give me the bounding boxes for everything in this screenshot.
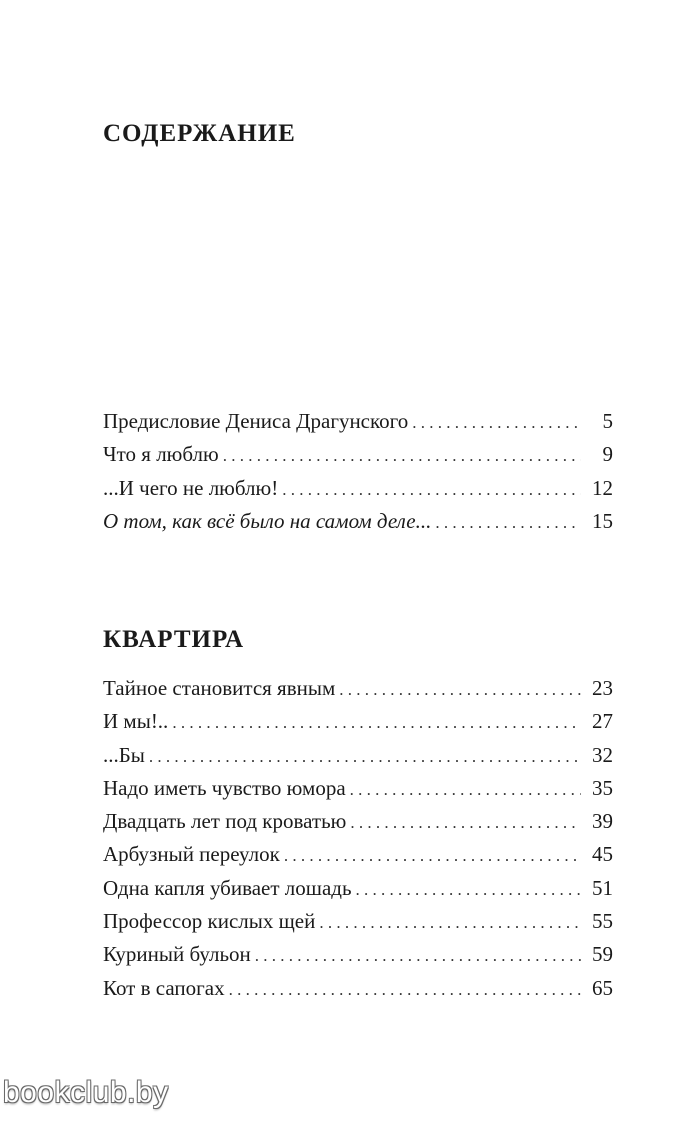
toc-entry-title: Профессор кислых щей — [103, 909, 316, 934]
toc-entry — [103, 705, 613, 738]
toc-entry — [103, 405, 613, 438]
toc-entry-page-number: 27 — [592, 709, 613, 734]
section-heading: КВАРТИРА — [103, 625, 245, 653]
toc-entry-page-number: 9 — [602, 442, 613, 467]
dot-leader — [435, 506, 581, 538]
dot-leader — [172, 706, 581, 738]
toc-entry-page-number: 35 — [592, 775, 613, 800]
toc-entry — [103, 972, 613, 1005]
dot-leader — [255, 939, 581, 971]
dot-leader — [284, 839, 581, 871]
toc-entry-page-number: 59 — [592, 942, 613, 967]
toc-entry-page-number: 23 — [592, 676, 613, 700]
toc-entry-page-number: 65 — [592, 975, 613, 1000]
toc-entry-title: О том, как всё было на самом деле... — [103, 508, 432, 533]
toc-entry-page-number: 39 — [592, 809, 613, 834]
toc-entry-page-number: 55 — [592, 909, 613, 934]
toc-entry — [103, 905, 613, 938]
toc-entry-title: Арбузный переулок — [103, 842, 280, 867]
toc-entry-page-number: 15 — [592, 508, 613, 533]
toc-entry — [103, 805, 613, 838]
toc-entry-title: Тайное становится явным — [103, 676, 336, 700]
toc-entry — [103, 472, 613, 505]
toc-entry — [103, 739, 613, 772]
dot-leader — [350, 773, 581, 805]
toc-entry-title: Одна капля убивает лошадь — [103, 875, 352, 900]
toc-entry — [103, 838, 613, 871]
toc-entry-title: Надо иметь чувство юмора — [103, 775, 346, 800]
toc-entry — [103, 505, 613, 538]
toc-entry — [103, 438, 613, 471]
toc-entry-page-number: 12 — [592, 475, 613, 500]
dot-leader — [149, 740, 581, 772]
toc-entry-title: Кот в сапогах — [103, 975, 225, 1000]
toc-entry-page-number: 51 — [592, 875, 613, 900]
dot-leader — [350, 806, 581, 838]
intro-toc-list — [103, 405, 613, 538]
contents-heading: СОДЕРЖАНИЕ — [103, 119, 296, 147]
watermark: bookclub.by — [3, 1076, 169, 1109]
dot-leader — [319, 906, 581, 938]
dot-leader — [339, 673, 581, 705]
dot-leader — [412, 406, 581, 438]
toc-entry — [103, 938, 613, 971]
toc-entry-title: И мы!.. — [103, 709, 169, 734]
dot-leader — [356, 873, 581, 905]
toc-entry-title: Предисловие Дениса Драгунского — [103, 409, 409, 433]
toc-entry — [103, 872, 613, 905]
dot-leader — [282, 473, 581, 505]
toc-entry-title: ...И чего не люблю! — [103, 475, 279, 500]
toc-entry-page-number: 45 — [592, 842, 613, 867]
toc-entry-page-number: 32 — [592, 742, 613, 767]
toc-entry — [103, 772, 613, 805]
toc-entry-title: Двадцать лет под кроватью — [103, 809, 347, 834]
dot-leader — [223, 439, 581, 471]
toc-entry-page-number: 5 — [602, 409, 613, 433]
toc-entry — [103, 672, 613, 705]
section-toc-list — [103, 672, 613, 1005]
toc-entry-title: ...Бы — [103, 742, 145, 767]
toc-entry-title: Куриный бульон — [103, 942, 251, 967]
dot-leader — [229, 973, 581, 1005]
toc-entry-title: Что я люблю — [103, 442, 219, 467]
